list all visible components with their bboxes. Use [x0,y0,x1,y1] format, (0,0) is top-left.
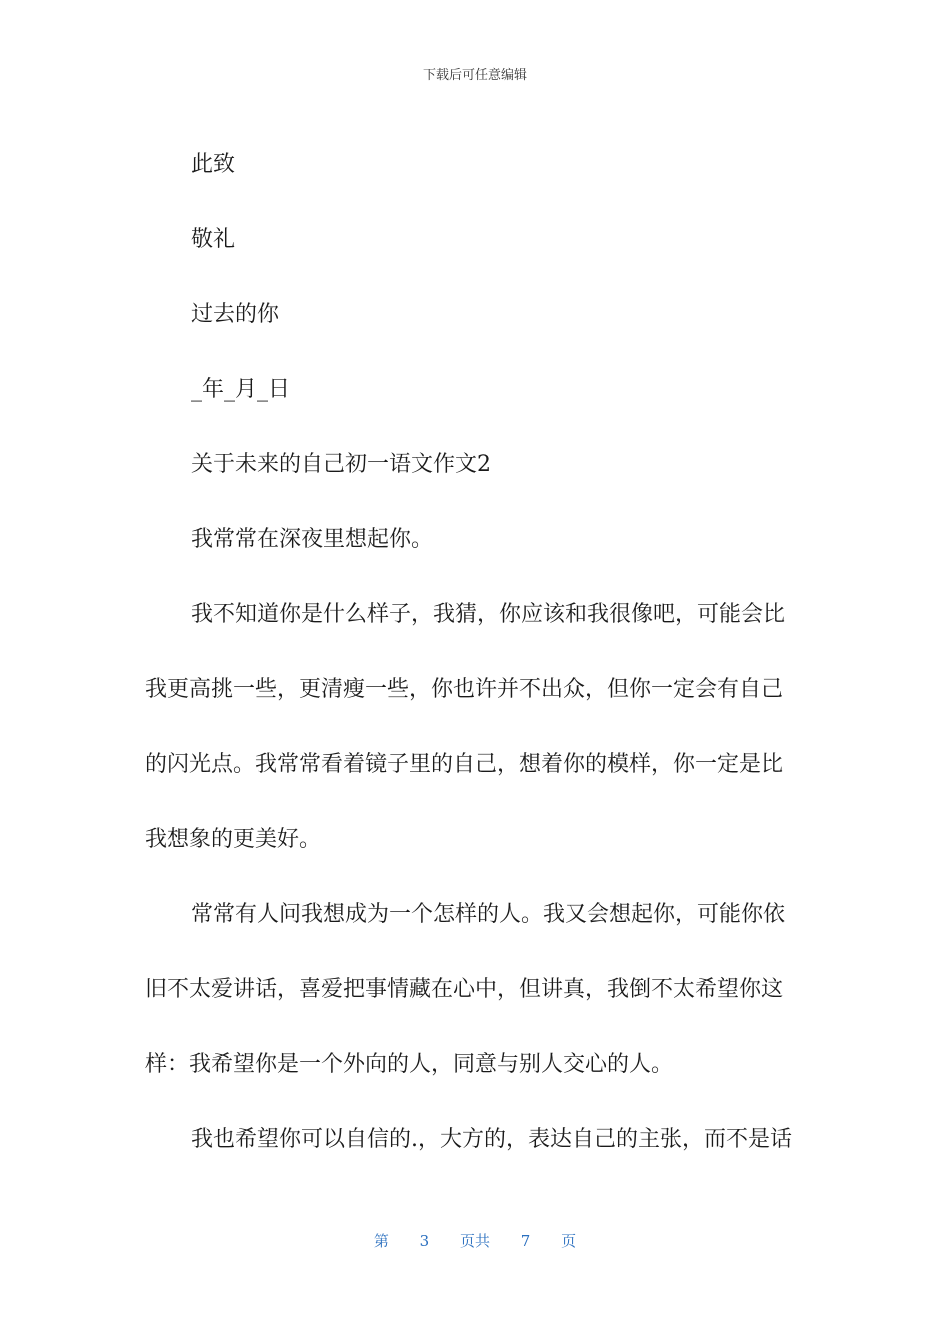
page-footer [0,1230,950,1251]
footer-total-pages: 7 [520,1232,531,1250]
paragraph-line: 的闪光点。我常常看着镜子里的自己，想着你的模样，你一定是比 [145,752,784,777]
closing-line: 此致 [191,152,236,177]
paragraph-line: 常常有人问我想成为一个怎样的人。我又会想起你，可能你依 [191,902,786,927]
paragraph-line: 我也希望你可以自信的.，大方的，表达自己的主张，而不是话 [191,1127,792,1152]
footer-suffix: 页 [561,1232,577,1250]
paragraph-line: 我不知道你是什么样子，我猜，你应该和我很像吧，可能会比 [191,602,786,627]
footer-page-number: 3 [419,1232,430,1250]
page-header: 下载后可任意编辑 [422,68,527,83]
salutation-line: 敬礼 [191,227,236,252]
essay-title: 关于未来的自己初一语文作文2 [191,452,491,477]
footer-prefix: 第 [373,1232,389,1250]
date-line: _年_月_日 [191,377,291,402]
paragraph-line: 我常常在深夜里想起你。 [191,527,434,552]
document-body [145,127,805,1177]
paragraph-line: 样：我希望你是一个外向的人，同意与别人交心的人。 [145,1052,674,1077]
footer-middle: 页共 [459,1232,490,1250]
paragraph-line: 旧不太爱讲话，喜爱把事情藏在心中，但讲真，我倒不太希望你这 [145,977,784,1002]
paragraph-line: 我更高挑一些，更清瘦一些，你也许并不出众，但你一定会有自己 [145,677,784,702]
paragraph-line: 我想象的更美好。 [145,827,322,852]
signature-line: 过去的你 [191,302,280,327]
